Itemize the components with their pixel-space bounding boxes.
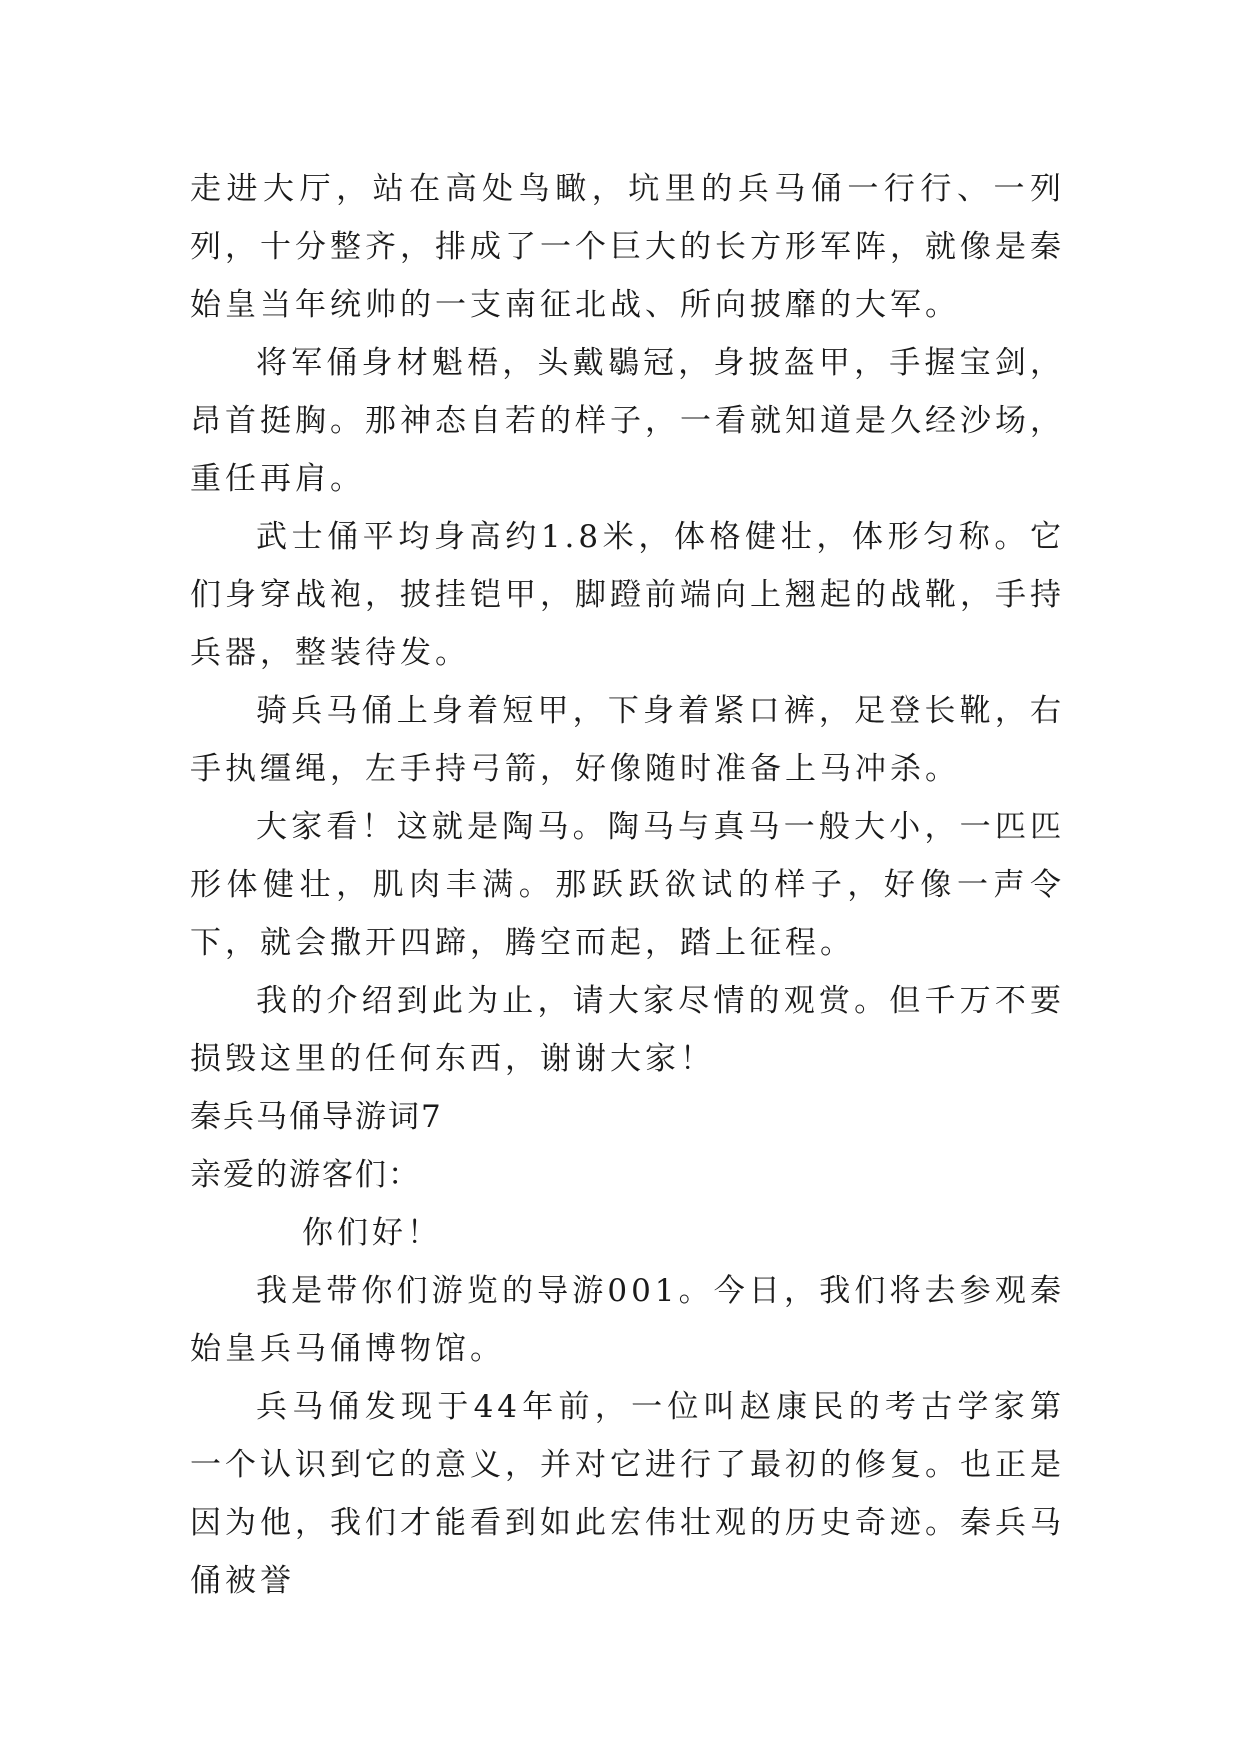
document-body <box>190 160 1065 1610</box>
paragraph-cavalry-figure: 骑兵马俑上身着短甲，下身着紧口裤，足登长靴，右手执缰绳，左手持弓箭，好像随时准备上马冲杀。 <box>190 693 1065 787</box>
paragraph-guide-intro: 我是带你们游览的导游001。今日，我们将去参观秦始皇兵马俑博物馆。 <box>190 1273 1065 1367</box>
paragraph-hall-overview: 走进大厅，站在高处鸟瞰，坑里的兵马俑一行行、一列列，十分整齐，排成了一个巨大的长方形军阵，就像是秦始皇当年统帅的一支南征北战、所向披靡的大军。 <box>190 171 1065 323</box>
paragraph-discovery: 兵马俑发现于44年前，一位叫赵康民的考古学家第一个认识到它的意义，并对它进行了最初的修复。也正是因为他，我们才能看到如此宏伟壮观的历史奇迹。秦兵马俑被誉 <box>190 1389 1065 1599</box>
paragraph-warrior-figure: 武士俑平均身高约1.8米，体格健壮，体形匀称。它们身穿战袍，披挂铠甲，脚蹬前端向上翘起的战靴，手持兵器，整装待发。 <box>190 519 1065 671</box>
paragraph-pottery-horse: 大家看！这就是陶马。陶马与真马一般大小，一匹匹形体健壮，肌肉丰满。那跃跃欲试的样子，好像一声令下，就会撒开四蹄，腾空而起，踏上征程。 <box>190 809 1065 961</box>
paragraph-general-figure: 将军俑身材魁梧，头戴鶡冠，身披盔甲，手握宝剑，昂首挺胸。那神态自若的样子，一看就知道是久经沙场，重任再肩。 <box>190 345 1065 497</box>
section-title: 秦兵马俑导游词7 <box>190 1099 443 1135</box>
greeting: 你们好！ <box>302 1215 442 1251</box>
paragraph-closing: 我的介绍到此为止，请大家尽情的观赏。但千万不要损毁这里的任何东西，谢谢大家！ <box>190 983 1065 1077</box>
salutation: 亲爱的游客们： <box>190 1157 421 1193</box>
